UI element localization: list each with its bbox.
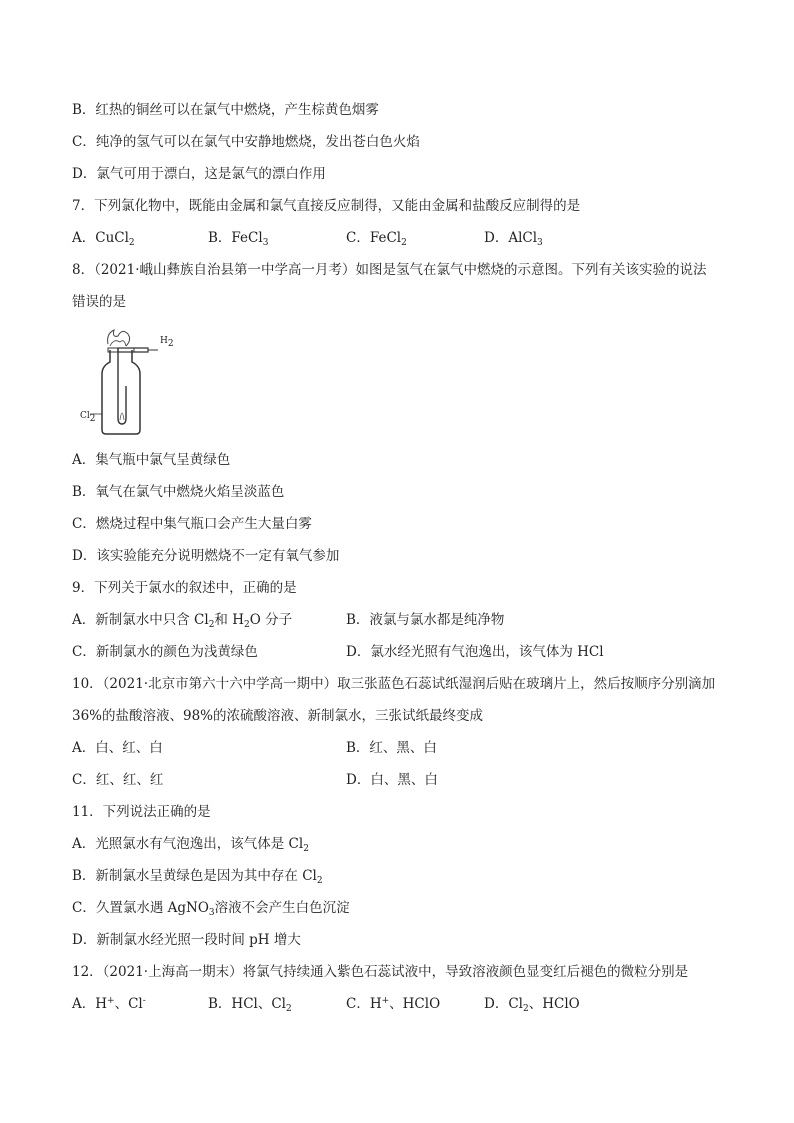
q10-option-d: D．白、黑、白	[346, 772, 438, 788]
q12-option-d: D．$Cl_2$、HClO	[484, 996, 580, 1014]
q12-stem: 12．（2021·上海高一期末）将氯气持续通入紫色石蕊试液中，导致溶液颜色显变红后褪色的微粒分别是	[72, 964, 689, 980]
q8-option-d: D．该实验能充分说明燃烧不一定有氧气参加	[72, 548, 340, 564]
q9-option-c: C．新制氯水的颜色为浅黄绿色	[72, 644, 258, 660]
q9-option-b: B．液氯与氯水都是纯净物	[346, 612, 505, 628]
h2-label: $H_2$	[160, 336, 174, 349]
q7-option-c: C．FeCl$_2$	[346, 230, 407, 248]
q10-option-b: B．红、黑、白	[346, 740, 437, 756]
q6-option-c: C．纯净的氢气可以在氯气中安静地燃烧，发出苍白色火焰	[72, 134, 420, 150]
q12-option-c: C．H+、HClO	[346, 996, 441, 1012]
q7-stem: 7．下列氯化物中，既能由金属和氯气直接反应制得，又能由金属和盐酸反应制得的是	[72, 198, 581, 214]
q12-option-a: A．H+、Cl-	[72, 996, 146, 1012]
q8-option-b: B．氧气在氯气中燃烧火焰呈淡蓝色	[72, 484, 285, 500]
q8-stem-line1: 8．（2021·峨山彝族自治县第一中学高一月考）如图是氢气在氯气中燃烧的示意图。下列有关该实验的说法	[72, 262, 707, 278]
q10-stem-line2: 36%的盐酸溶液、98%的浓硫酸溶液、新制氯水，三张试纸最终变成	[72, 708, 484, 724]
q10-option-c: C．红、红、红	[72, 772, 164, 788]
q8-option-c: C．燃烧过程中集气瓶口会产生大量白雾	[72, 516, 312, 532]
q8-option-a: A．集气瓶中氯气呈黄绿色	[72, 452, 231, 468]
q11-option-d: D．新制氯水经光照一段时间 pH 增大	[72, 932, 301, 948]
q11-option-a: A．光照氯水有气泡逸出，该气体是 $Cl_2$	[72, 836, 309, 854]
cl2-label: $Cl_2$	[80, 411, 96, 424]
q6-option-d: D．氯气可用于漂白，这是氯气的漂白作用	[72, 166, 326, 182]
q11-stem: 11．下列说法正确的是	[72, 804, 211, 820]
q12-option-b: B．HCl、$Cl_2$	[208, 996, 292, 1014]
q7-option-a: A．CuCl$_2$	[72, 230, 135, 248]
q7-option-d: D．AlCl$_3$	[484, 230, 543, 248]
q9-stem: 9．下列关于氯水的叙述中，正确的是	[72, 580, 297, 596]
q11-option-c: C．久置氯水遇 AgNO$_3$溶液不会产生白色沉淀	[72, 900, 350, 918]
q6-option-b: B．红热的铜丝可以在氯气中燃烧，产生棕黄色烟雾	[72, 102, 379, 118]
q7-option-b: B．FeCl$_3$	[208, 230, 269, 248]
q10-option-a: A．白、红、白	[72, 740, 163, 756]
q9-option-d: D．氯水经光照有气泡逸出，该气体为 HCl	[346, 644, 604, 660]
q9-option-a: A．新制氯水中只含 $Cl_2$和 $H_2O$ 分子	[72, 612, 293, 630]
q10-stem-line1: 10．（2021·北京市第六十六中学高一期中）取三张蓝色石蕊试纸湿润后贴在玻璃片上，然后按顺序分别滴加	[72, 676, 716, 692]
q8-stem-line2: 错误的是	[72, 294, 126, 310]
q11-option-b: B．新制氯水呈黄绿色是因为其中存在 $Cl_2$	[72, 868, 323, 886]
